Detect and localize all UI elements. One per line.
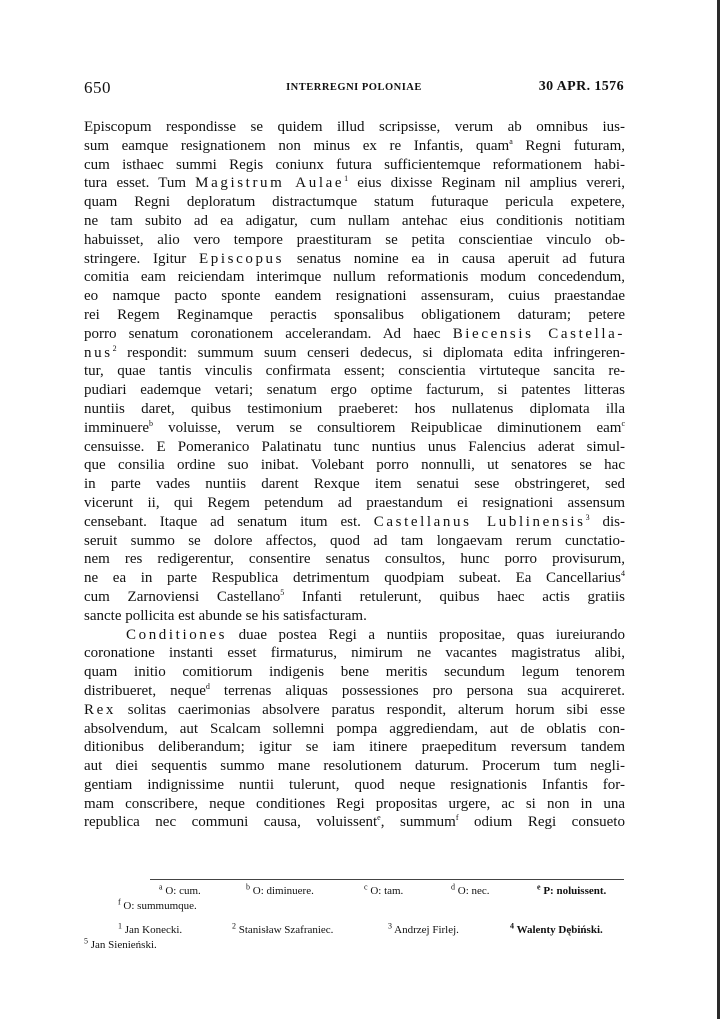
text-segment: stringere. Igitur [84, 250, 200, 267]
text-segment: republica nec communi causa, voluissent [84, 814, 378, 831]
text-segment: nem res redigerentur, consentire senatus consultos, hunc porro provisurum, [84, 551, 625, 568]
text-segment: sancte pollicita est abunde se his satisfacturam. [84, 607, 367, 624]
footnote-rule [150, 879, 624, 880]
note-reference: a [509, 136, 513, 146]
text-line [84, 137, 625, 156]
text-line [84, 193, 625, 212]
text-segment: seruit summo se dolore affectos, quod ad tam longaevam rerum cunctatio- [84, 532, 625, 549]
spaced-name: Castellanus Lublinensis [373, 513, 586, 530]
text-line [84, 701, 625, 720]
text-segment: rei Regem Reginamque peractis sponsalibus obligationem daturam; petere [84, 306, 625, 323]
footnote-4: $^4$ Walenty Dębiński. [510, 921, 603, 936]
text-line [84, 287, 625, 306]
text-segment: vicerunt ii, qui Regem petendum ad praestandum ei resignationi assensum [84, 494, 625, 511]
text-segment: censuisse. E Pomeranico Palatinatu tunc nuntius unus Falencius aderat simul- [84, 438, 625, 455]
note-reference: 4 [621, 569, 625, 579]
text-line [84, 513, 625, 532]
note-reference: b [148, 418, 153, 428]
text-segment: Infanti retulerunt, quibus haec actis gratiis [284, 588, 625, 605]
text-segment: ne tam subito ad ea adigatur, cum nullam antehac eius conditionis notitiam [84, 212, 625, 229]
text-segment: cum isthaec summi Regis coniunx futura sufficientemque reformationem habi- [84, 156, 625, 173]
text-segment: que consilia ordine suo inibat. Volebant porro nonnulli, ut senatores se hac [84, 457, 625, 474]
text-line [84, 682, 625, 701]
page-header [84, 78, 624, 102]
footnote-b: $^b$ O: diminuere. [246, 882, 314, 897]
spaced-name: Episcopus [199, 250, 285, 267]
text-segment: censebant. Itaque ad senatum itum est. [84, 513, 374, 530]
text-line [84, 569, 625, 588]
text-line [84, 550, 625, 569]
footnote-3: $^3$ Andrzej Firlej. [388, 921, 459, 936]
spaced-name: Conditiones [126, 626, 228, 643]
text-line [84, 588, 625, 607]
body-text [84, 118, 625, 832]
text-line [84, 306, 625, 325]
note-reference: 3 [585, 512, 590, 522]
text-segment: gentiam indignissime nuntii tulerunt, quod neque resignationis Infantis for- [84, 776, 625, 793]
text-line [84, 212, 625, 231]
text-segment: dis- [589, 513, 625, 530]
text-line [84, 776, 625, 795]
text-segment: voluisse, verum se consultiorem Reipublicae diminutionem eam [152, 419, 622, 436]
text-line [84, 626, 625, 645]
text-segment: coronatione instanti esset firmaturus, nimirum ne vacantes magistratus alibi, [84, 645, 625, 662]
text-segment: comitia eam reiciendam interimque nullum reformationis modum concedendum, [84, 269, 625, 286]
text-line [84, 268, 625, 287]
text-segment: distribueret, neque [84, 682, 206, 699]
text-segment: odium Regi consueto [458, 814, 625, 831]
text-segment: eo namque pacto sponte eandem resignationi assensuram, cuius praestandae [84, 288, 625, 305]
note-reference: 1 [344, 174, 349, 184]
text-segment: terrenas aliquas possessiones pro persona sua acquireret. [209, 682, 625, 699]
text-segment: tur, quae tantis vinculis confirmata essent; conscientia virtuteque sancita re- [84, 363, 625, 380]
text-line [84, 663, 625, 682]
running-title: INTERREGNI POLONIAE [286, 82, 422, 93]
page-number: 650 [84, 78, 111, 97]
text-segment: sum eamque resignationem non minus ex re Infantis, quam [84, 137, 510, 154]
text-segment: absolvendum, aut Scalcam sollemni pompa aggrediendam, aut de oblatis con- [84, 720, 625, 737]
text-line [84, 325, 625, 344]
note-reference: 5 [280, 587, 285, 597]
text-segment: respondit: summum suum censeri dedecus, si diplomata edita infringeren- [116, 344, 625, 361]
footnote-1: $^1$ Jan Konecki. [118, 921, 183, 936]
text-segment: senatus nomine ea in causa aperuit ad futura [284, 250, 625, 267]
footnote-e: $^e$ P: noluissent. [537, 882, 607, 897]
text-line [84, 344, 625, 363]
text-segment: quam initio comitiorum indigenis bene meritis secundum legum tenorem [84, 664, 625, 681]
spaced-name: nus [84, 344, 113, 361]
footnote-2: $^2$ Stanisław Szafraniec. [232, 921, 334, 936]
text-line [84, 532, 625, 551]
text-segment: solitas caerimonias absolvere paratus respondit, alterum horum sibi esse [115, 701, 625, 718]
text-line [84, 494, 625, 513]
text-line [84, 757, 625, 776]
text-segment: , summum [380, 814, 456, 831]
text-segment: ditionibus deliberandum; igitur se iam itinere praepeditum reversum tandem [84, 739, 625, 756]
note-reference: d [205, 681, 210, 691]
text-line [84, 438, 625, 457]
footnote-d: $^d$ O: nec. [451, 882, 490, 897]
text-segment: ne ea in parte Respublica detrimentum quodpiam subeat. Ea Cancellarius [84, 570, 621, 587]
text-segment: mam conscribere, neque conditiones Regi propositas urgere, ac si non in una [84, 795, 625, 812]
text-line [84, 813, 625, 832]
text-line [84, 607, 625, 626]
note-reference: c [621, 418, 625, 428]
text-segment: quam Regni deploratum distractumque statum futuraque pericula expetere, [84, 194, 625, 211]
footnote-a: $^a$ O: cum. [159, 882, 201, 897]
text-line [84, 475, 625, 494]
footnote-c: $^c$ O: tam. [364, 882, 404, 897]
text-segment: cum Zarnoviensi Castellano [84, 588, 281, 605]
text-segment: Episcopum respondisse se quidem illud scripsisse, verum ab omnibus ius- [84, 119, 625, 135]
text-line [84, 738, 625, 757]
header-date: 30 APR. 1576 [538, 79, 624, 94]
spaced-name: Biecensis Castella- [452, 325, 625, 342]
text-segment: porro senatum coronationem accelerandam. Ad haec [84, 325, 453, 342]
note-reference: f [455, 813, 459, 823]
text-line [84, 456, 625, 475]
text-line [84, 795, 625, 814]
footnote-f: $^f$ O: summumque. [118, 897, 197, 912]
text-line [84, 720, 625, 739]
note-reference: 2 [112, 343, 117, 353]
spaced-name: Magistrum Aulae [195, 175, 345, 192]
text-segment: nuntiis daret, quibus testimonium praeberet: hos nullatenus diplomata illa [84, 400, 625, 417]
text-line [84, 644, 625, 663]
text-line [84, 362, 625, 381]
text-line [84, 419, 625, 438]
footnote-5: $^5$ Jan Sienieński. [84, 936, 157, 951]
text-segment: aut diei sequentis summo mane resolutionem daturum. Procerum tum negli- [84, 758, 625, 775]
text-segment: Regni futuram, [512, 137, 625, 154]
text-line [84, 400, 625, 419]
text-line [84, 118, 625, 137]
text-segment: in parte vades nuntiis darent Rexque item senatui sese obstringeret, sed [84, 476, 625, 493]
spaced-name: Rex [84, 701, 116, 718]
text-segment: pudiari eademque vetari; senatum ergo optime facturum, si patentes litteras [84, 382, 625, 399]
text-line [84, 250, 625, 269]
note-reference: e [377, 813, 381, 823]
text-segment: imminuere [84, 419, 149, 436]
text-segment: eius dixisse Reginam nil amplius vereri, [348, 175, 625, 192]
text-line [84, 156, 625, 175]
text-line [84, 381, 625, 400]
text-segment: habuisset, alio vero tempore praestituram se petita conscientiae vinculo ob- [84, 231, 625, 248]
text-line [84, 174, 625, 193]
text-line [84, 231, 625, 250]
text-segment: tura esset. Tum [84, 175, 196, 192]
text-segment: duae postea Regi a nuntiis propositae, quas iureiurando [227, 626, 625, 643]
